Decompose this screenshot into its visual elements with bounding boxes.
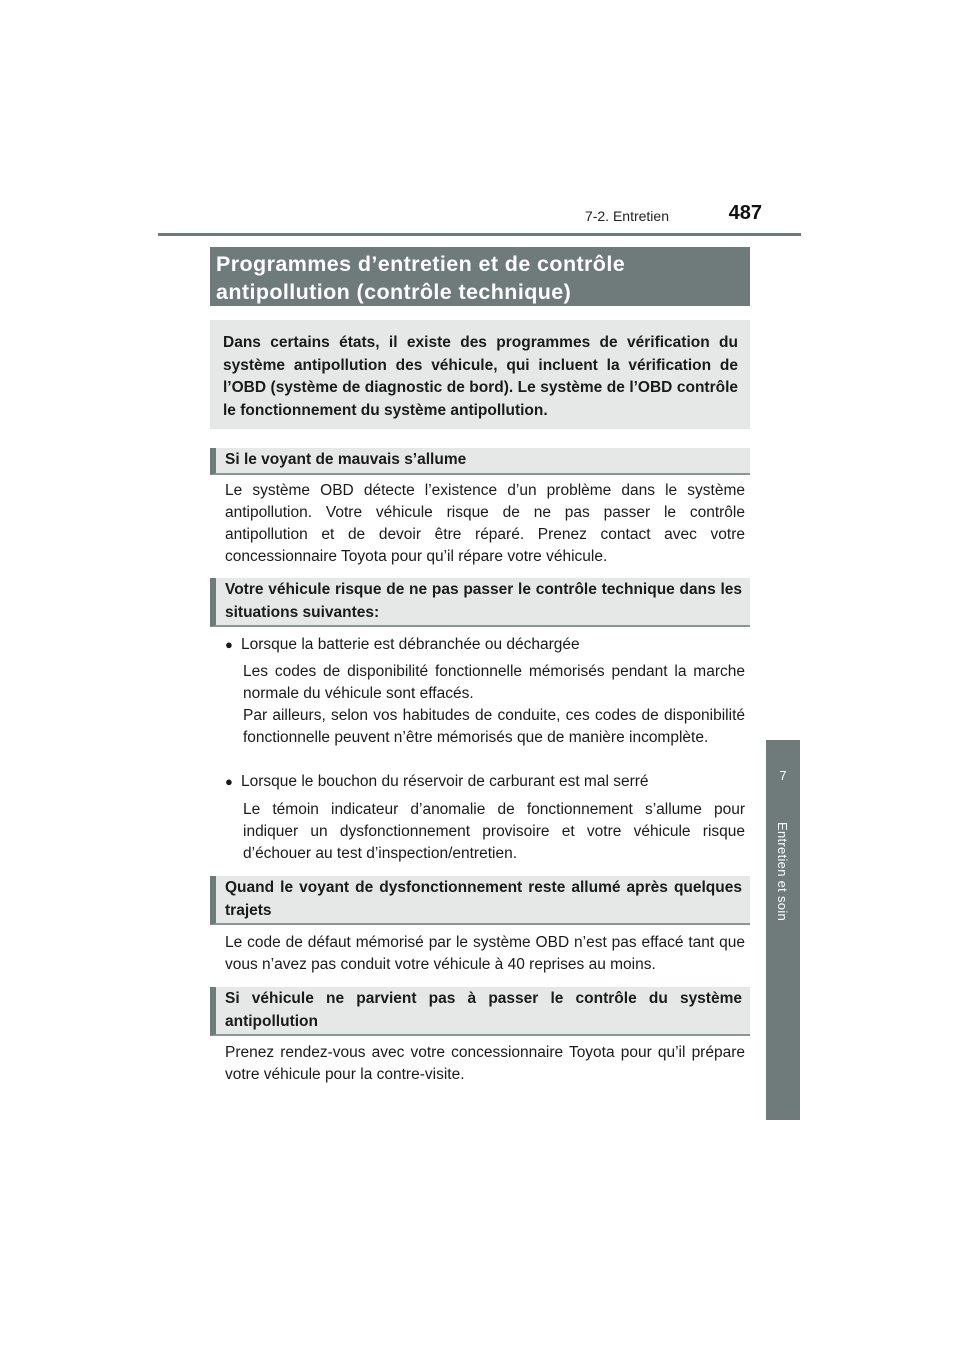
page-title: Programmes d’entretien et de contrôle antipollution (contrôle technique) — [210, 247, 750, 306]
paragraph-malfunction-light: Le code de défaut mémorisé par le système OBD n’est pas effacé tant que vous n’avez pas conduit votre véhicule à 40 reprises au moins. — [225, 934, 745, 973]
chapter-number: 7 — [779, 768, 787, 783]
subheading-failed-inspection: Si véhicule ne parvient pas à passer le contrôle du système antipollution — [210, 987, 750, 1036]
bullet-label: Lorsque la batterie est débranchée ou déchargée — [241, 636, 580, 653]
chapter-side-tab — [766, 740, 800, 1120]
header-rule — [158, 233, 801, 236]
paragraph-failed-inspection: Prenez rendez-vous avec votre concessionnaire Toyota pour qu’il prépare votre véhicule pour la contre-visite. — [225, 1044, 745, 1083]
page-number: 487 — [728, 202, 762, 224]
paragraph-fuel-cap: Le témoin indicateur d’anomalie de fonctionnement s’allume pour indiquer un dysfonctionnement provisoire et votre véhicule risque d’échouer au test d’inspection/entretien. — [243, 801, 745, 862]
chapter-label: Entretien et soin — [775, 822, 790, 922]
header-section: 7-2. Entretien — [584, 208, 669, 224]
paragraph-battery-1: Les codes de disponibilité fonctionnelle mémorisés pendant la marche normale du véhicule sont effacés. — [243, 663, 745, 702]
bullet-label: Lorsque le bouchon du réservoir de carburant est mal serré — [241, 773, 649, 790]
paragraph-warning-light: Le système OBD détecte l’existence d’un problème dans le système antipollution. Votre véhicule risque de ne pas passer le contrôle antipollution et de devoir être réparé. Prenez contact avec votre concessionnaire Toyota pour qu’il répare votre véhicule. — [225, 482, 745, 565]
intro-box: Dans certains états, il existe des programmes de vérification du système antipollution des véhicule, qui incluent la vérification de l’OBD (système de diagnostic de bord). Le système de l’OBD contrôle le fonctionnement du système antipollution. — [210, 320, 750, 429]
subheading-inspection-fail: Votre véhicule risque de ne pas passer le contrôle technique dans les situations suivantes: — [210, 578, 750, 627]
bullet-battery — [225, 634, 745, 656]
subheading-malfunction-light: Quand le voyant de dysfonctionnement reste allumé après quelques trajets — [210, 876, 750, 925]
paragraph-battery-2: Par ailleurs, selon vos habitudes de conduite, ces codes de disponibilité fonctionnelle peuvent n’être mémorisés que de manière incomplète. — [243, 707, 745, 746]
subheading-warning-light: Si le voyant de mauvais s’allume — [210, 448, 750, 475]
bullet-fuel-cap — [225, 771, 745, 793]
bullet-icon: ● — [225, 637, 233, 652]
bullet-icon: ● — [225, 774, 233, 789]
